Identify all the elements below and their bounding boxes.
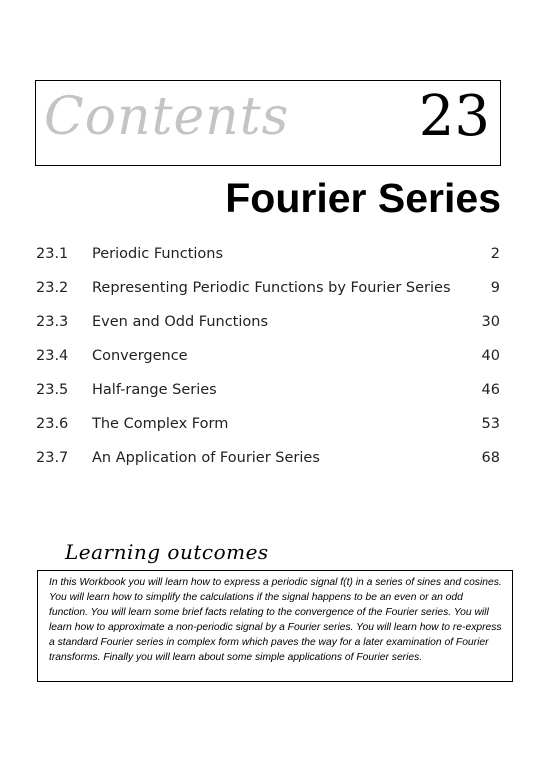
toc-entry-page: 40	[481, 348, 500, 364]
learning-outcomes-heading: Learning outcomes	[65, 540, 269, 564]
toc-entry	[36, 411, 500, 445]
table-of-contents	[36, 241, 500, 479]
toc-entry-title: Half-range Series	[92, 382, 217, 398]
toc-entry	[36, 377, 500, 411]
toc-entry-page: 2	[490, 246, 500, 262]
learning-outcomes-text: In this Workbook you will learn how to express a periodic signal f(t) in a series of sines and cosines. You will learn how to simplify the calculations if the signal happens to be an even or an odd function. You will learn some brief facts relating to the convergence of the Fourier series. You will learn how to approximate a non-periodic signal by a Fourier series. You will learn how to re-express a standard Fourier series in complex form which paves the way for a later examination of Fourier transforms. Finally you will learn about some simple applications of Fourier series.	[49, 577, 502, 663]
toc-entry	[36, 309, 500, 343]
toc-entry	[36, 241, 500, 275]
toc-entry-number: 23.7	[36, 450, 69, 466]
toc-entry-title: Convergence	[92, 348, 188, 364]
toc-entry-title: Representing Periodic Functions by Fourier Series	[92, 280, 451, 296]
toc-entry-page: 30	[481, 314, 500, 330]
toc-entry	[36, 275, 500, 309]
toc-entry-number: 23.3	[36, 314, 69, 330]
workbook-title: Fourier Series	[225, 175, 501, 221]
toc-entry	[36, 445, 500, 479]
toc-entry-page: 53	[481, 416, 500, 432]
toc-entry-number: 23.1	[36, 246, 69, 262]
toc-entry-page: 9	[490, 280, 500, 296]
contents-label: Contents	[44, 87, 290, 147]
toc-entry-title: Even and Odd Functions	[92, 314, 269, 330]
toc-entry-number: 23.5	[36, 382, 69, 398]
toc-entry	[36, 343, 500, 377]
toc-entry-title: The Complex Form	[92, 416, 229, 432]
toc-entry-page: 68	[481, 450, 500, 466]
chapter-number: 23	[418, 84, 490, 149]
toc-entry-number: 23.2	[36, 280, 69, 296]
toc-entry-page: 46	[481, 382, 500, 398]
toc-entry-title: Periodic Functions	[92, 246, 224, 262]
toc-entry-number: 23.6	[36, 416, 69, 432]
contents-header-box	[35, 80, 501, 166]
toc-entry-title: An Application of Fourier Series	[92, 450, 320, 466]
toc-entry-number: 23.4	[36, 348, 69, 364]
learning-outcomes-box	[37, 570, 513, 682]
